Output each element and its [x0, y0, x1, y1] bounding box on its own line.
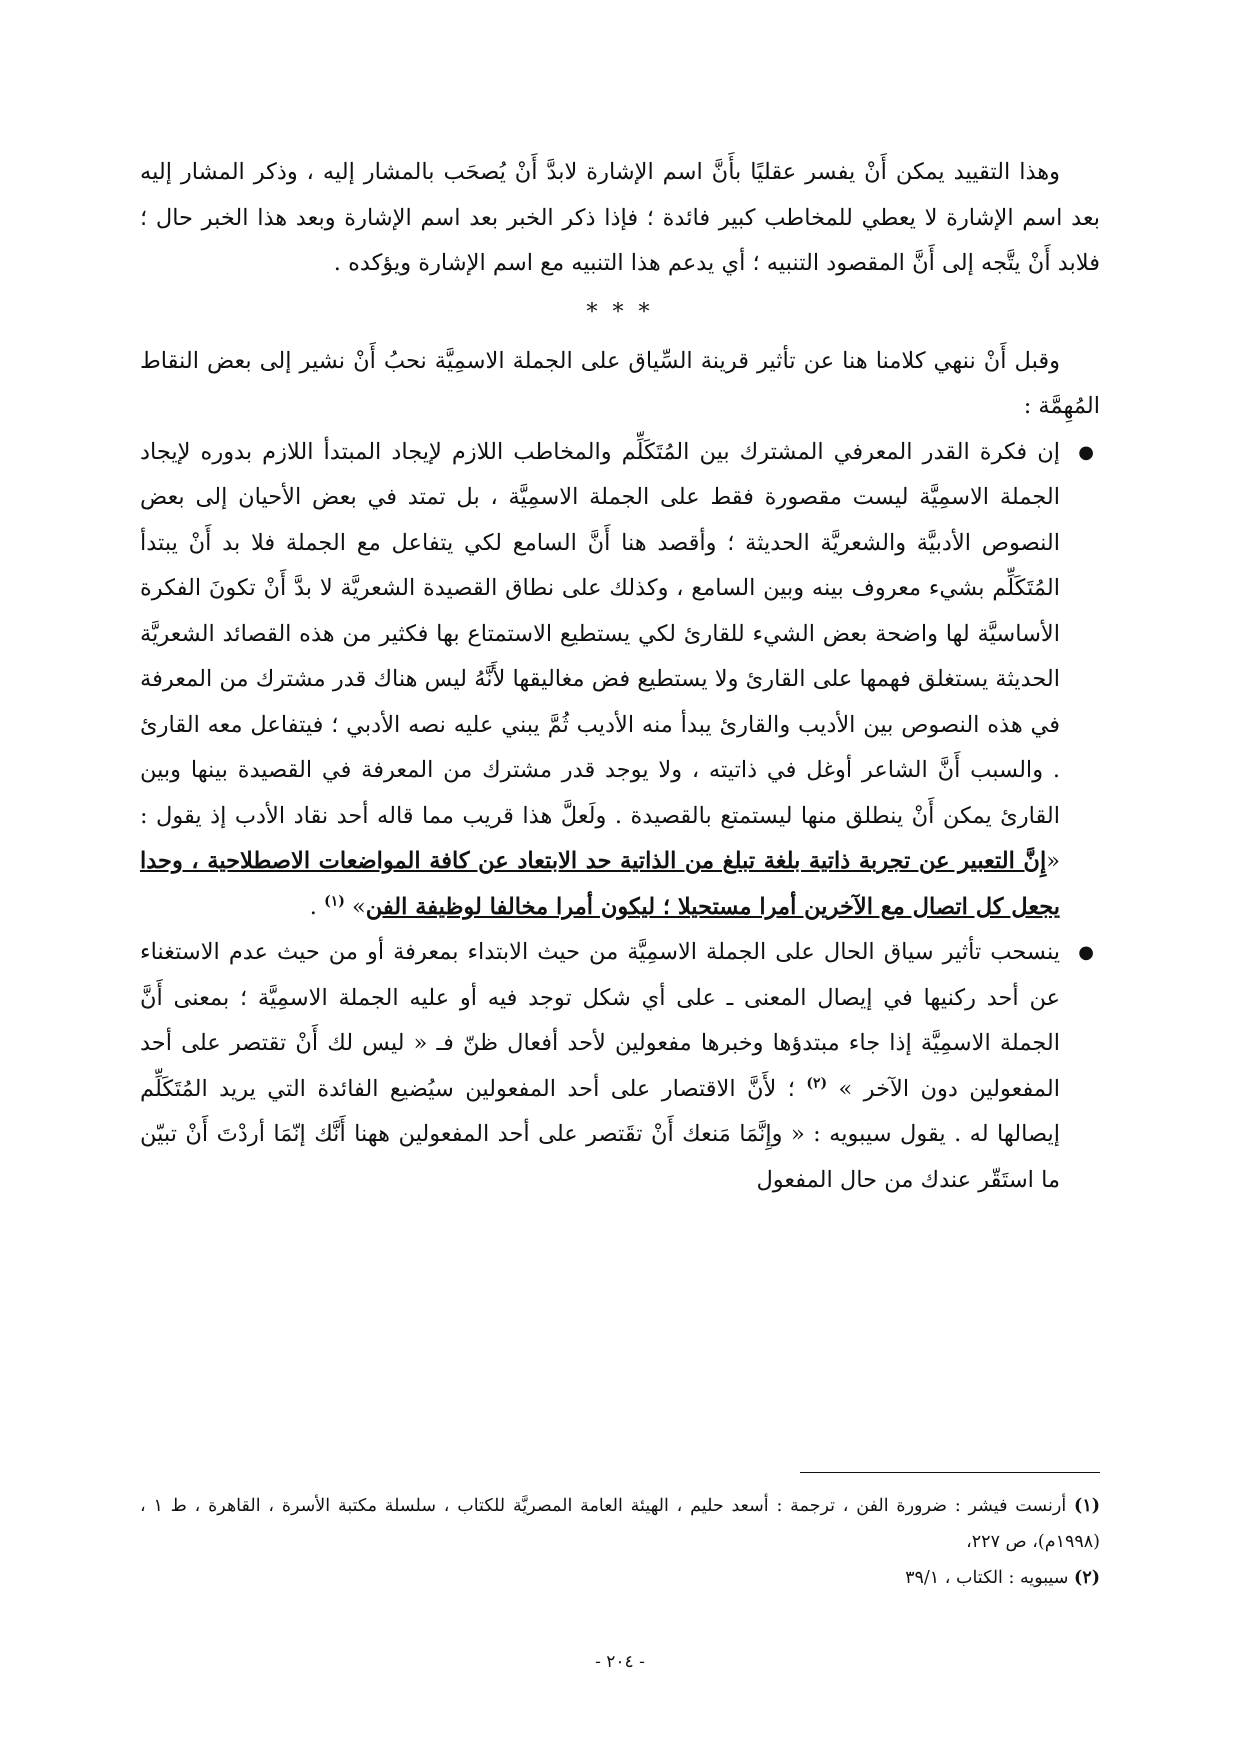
point-2-text — [140, 930, 1060, 1203]
footnote-2-text: سيبويه : الكتاب ، ٣٩/١ — [905, 1568, 1075, 1588]
point-1-end: . — [309, 893, 325, 920]
footnote-2 — [140, 1560, 1100, 1596]
quote-close: » — [352, 893, 366, 920]
paragraph-2: وقبل أَنْ ننهي كلامنا هنا عن تأثير قرينة السِّياق على الجملة الاسمِيَّة نحبُ أَنْ نشير إلى بعض النقاط المُهِمَّة : — [140, 347, 1100, 419]
footnote-2-number: (٢) — [1074, 1568, 1100, 1588]
footnote-ref-2[interactable]: (٢) — [806, 1075, 828, 1091]
point-2-body-a: ينسحب تأثير سياق الحال على الجملة الاسمِيَّة من حيث الابتداء بمعرفة أو من حيث عدم الاستغناء عن أحد ركنيها في إيصال المعنى ـ على أي شكل توجد فيه أو عليه الجملة الاسمِيَّة ؛ بمعنى أَنَّ الجملة الاسمِيَّة إذا جاء مبتدؤها وخبرها مفعولين لأحد أفعال ظنّ فـ « ليس لك أَنْ تقتصر على أحد المفعولين دون الآخر » — [140, 939, 1061, 1102]
critic-quote: إِنَّ التعبير عن تجربة ذاتية بلغة تبلغ من الذاتية حد الابتعاد عن كافة المواضعات الاصطلاحية ، وحدا يجعل كل اتصال مع الآخرين أمرا مستحيلا ؛ ليكون أمرا مخالفا لوظيفة الفن — [140, 848, 1060, 920]
point-1-body: إن فكرة القدر المعرفي المشترك بين المُتَكَلِّم والمخاطب اللازم لإيجاد المبتدأ اللازم بدوره لإيجاد الجملة الاسمِيَّة ليست مقصورة فقط على الجملة الاسمِيَّة ، بل تمتد في بعض الأحيان إلى بعض النصوص الأدبيَّة والشعريَّة الحديثة ؛ وأقصد هنا أَنَّ السامع لكي يتفاعل مع الجملة فلا بد أَنْ يبتدأ المُتَكَلِّم بشيء معروف بينه وبين السامع ، وكذلك على نطاق القصيدة الشعريَّة لا بدَّ أَنْ تكونَ الفكرة الأساسيَّة لها واضحة بعض الشيء للقارئ لكي يستطيع الاستمتاع بها فكثير من هذه القصائد الشعريَّة الحديثة يستغلق فهمها على القارئ ولا يستطيع فض مغاليقها لأَنَّهُ ليس هناك قدر مشترك من المعرفة في هذه النصوص بين الأديب والقارئ يبدأ منه الأديب ثُمَّ يبني عليه نصه الأدبي ؛ فيتفاعل معه القارئ . والسبب أَنَّ الشاعر أوغل في ذاتيته ، ولا يوجد قدر مشترك من المعرفة في القصيدة بينها وبين القارئ يمكن أَنْ ينطلق منها ليستمتع بالقصيدة . ولَعلَّ هذا قريب مما قاله أحد نقاد الأدب إذ يقول : « — [140, 438, 1060, 874]
page-body — [140, 150, 1100, 1203]
list-item-2 — [140, 930, 1100, 1203]
section-separator: * * * — [586, 299, 654, 325]
point-1-text — [140, 430, 1060, 931]
bullet-icon: ● — [1078, 441, 1094, 463]
footnote-1-text: أرنست فيشر : ضرورة الفن ، ترجمة : أسعد حليم ، الهيئة العامة المصريَّة للكتاب ، سلسلة مكتبة الأسرة ، القاهرة ، ط ١ ، (١٩٩٨م)، ص ٢٢٧، — [140, 1496, 1100, 1552]
points-list — [140, 430, 1100, 1204]
paragraph-1: وهذا التقييد يمكن أَنْ يفسر عقليًا بأَنَّ اسم الإشارة لابدَّ أَنْ يُصحَب بالمشار إليه ، وذكر المشار إليه بعد اسم الإشارة لا يعطي للمخاطب كبير فائدة ؛ فإذا ذكر الخبر بعد اسم الإشارة وبعد هذا الخبر حال ؛ فلابد أَنْ يتَّجه إلى أَنَّ المقصود التنبيه ؛ أي يدعم هذا التنبيه مع اسم الإشارة ويؤكده . — [140, 159, 1100, 276]
footnote-ref-1[interactable]: (١) — [324, 893, 345, 909]
point-2-body-b: ؛ لأَنَّ الاقتصار على أحد المفعولين سيُضيع الفائدة التي يريد المُتَكَلِّم إيصالها له . يقول سيبويه : « وإِنَّمَا مَنعك أَنْ تقَتصر على أحد المفعولين ههنا أَنَّك إنّمَا أردْتَ أَنْ تبيّن ما استَقّر عندك من حال المفعول — [140, 1075, 1060, 1193]
footnote-1 — [140, 1488, 1100, 1560]
page-number: - ٢٠٤ - — [595, 1652, 645, 1672]
bullet-icon: ● — [1078, 942, 1094, 963]
list-item-1 — [140, 430, 1100, 931]
footnote-divider — [800, 1472, 1100, 1473]
footnotes — [140, 1488, 1100, 1596]
footnote-1-number: (١) — [1074, 1496, 1101, 1516]
